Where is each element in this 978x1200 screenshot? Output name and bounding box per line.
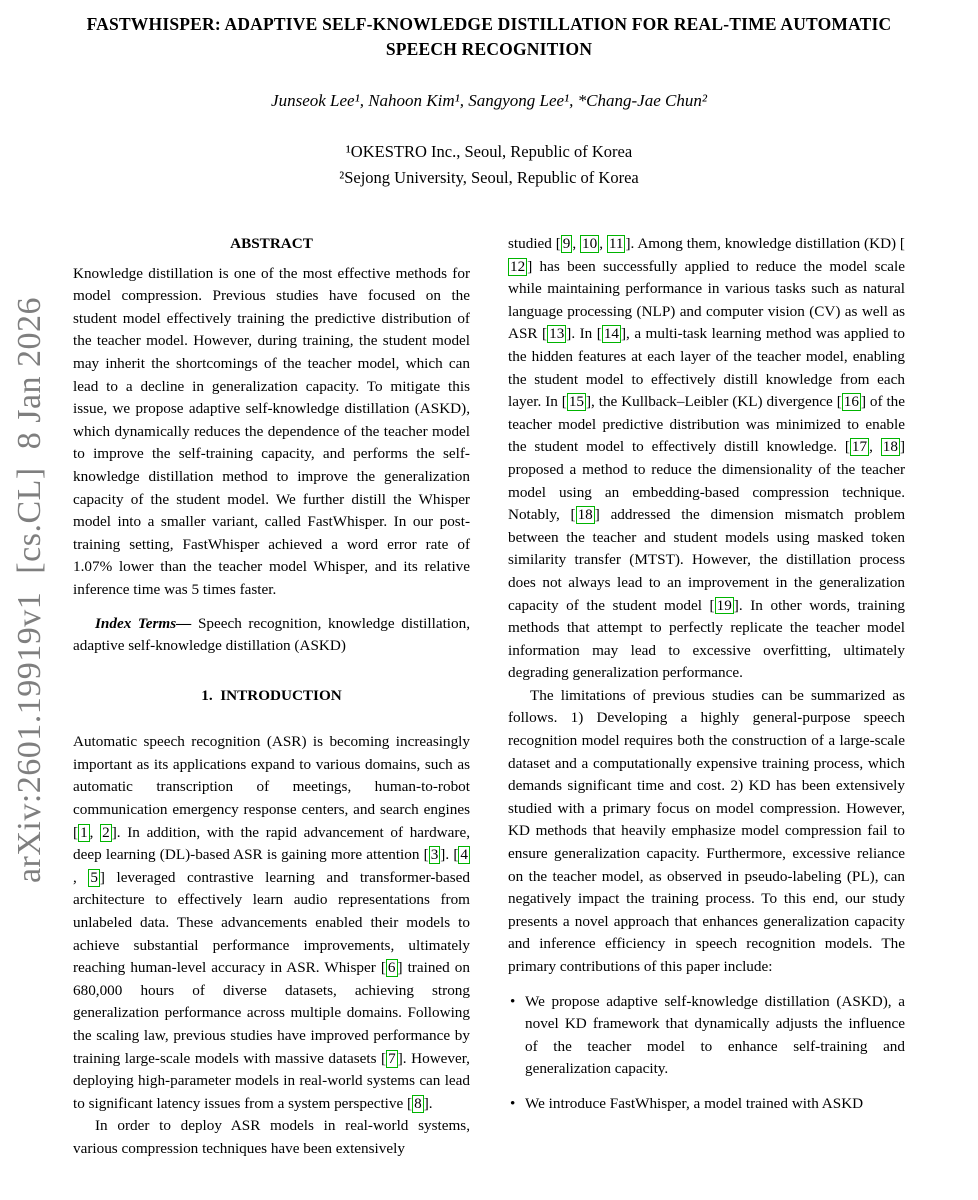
- intro-paragraph-2: In order to deploy ASR models in real-world systems, various compression techniques have been extensively: [73, 1117, 470, 1157]
- citation-link[interactable]: 13: [549, 325, 565, 343]
- two-column-body: [73, 233, 905, 1161]
- citation-link[interactable]: 7: [388, 1049, 396, 1067]
- intro-paragraph-4: The limitations of previous studies can be summarized as follows. 1) Developing a highly general-purpose speech recognition model requires both the construction of a large-scale dataset and a computationally expensive training process, which demands significant time and cost. 2) KD has been extensively studied with a primary focus on model compression. However, KD methods that heavily emphasize model compression fail to ensure generalization capacity. Furthermore, excessive reliance on the teacher model, as observed in pseudo-labeling (PL), can negatively impact the training process. To this end, our study presents a novel approach that enhances generalization capacity and inference efficiency in speech recognition models. The primary contributions of this paper include:: [508, 686, 905, 975]
- section-heading-introduction: 1. INTRODUCTION: [201, 686, 342, 704]
- abstract-heading: ABSTRACT: [230, 235, 313, 252]
- citation-link[interactable]: 11: [608, 235, 624, 252]
- affiliation-okestro: ¹OKESTRO Inc., Seoul, Republic of Korea: [345, 142, 633, 161]
- citation-link[interactable]: 2: [102, 823, 110, 841]
- intro-paragraph-1: Automatic speech recognition (ASR) is becoming increasingly important as its applications expand to various domains, such as automatic transcription of meetings, human-to-robot communication emergency response centers, and search engines [ 1 , 2 ]. In addition, with the rapid advancement of hardware, deep learning (DL)-based ASR is gaining more attention [ 3 ]. [ 4, 5 ] leveraged contrastive learning and transformer-based architecture to effectively learn audio representations from unlabeled data. These advancements enabled their models to achieve substantial performance improvements, ultimately reaching human-level accuracy in ASR. Whisper [ 6 ] trained on 680,000 hours of diverse datasets, achieving strong generalization performance across multiple domains. Following the scaling law, previous studies have improved performance by training large-scale models with massive datasets [ 7 ]. However, deploying high-parameter models in real-world systems can lead to significant latency issues from a system perspective [ 8 ].: [73, 733, 471, 1112]
- citation-link[interactable]: 12: [510, 257, 526, 275]
- citation-link[interactable]: 19: [716, 596, 732, 614]
- intro-paragraph-3: studied [ 9 , 10 , 11 ]. Among them, knowledge distillation (KD) [12 ] has been successfully applied to reduce the model scale while maintaining performance in various tasks such as natural language processing (NLP) and computer vision (CV) as well as ASR [ 13 ]. In [ 14 ], a multi-task learning method was applied to the hidden features at each layer of the teacher model, enabling the student model to effectively distill knowledge from each layer. In [ 15 ], the Kullback–Leibler (KL) divergence [ 16 ] of the teacher model predictive distribution was minimized to enable the student model to effectively distill knowledge. [ 17 , 18 ] proposed a method to reduce the dimensionality of the teacher model using an embedding-based compression technique. Notably, [ 18 ] addressed the dimension mismatch problem between the teacher and student models using masked token similarity transfer (MTST). However, the distillation process does not always lead to an improvement in the generalization capacity of the student model [ 19 ]. In other words, training methods that attempt to perfectly replicate the teacher model information may lead to excessive overfitting, ultimately degrading generalization performance.: [508, 235, 906, 682]
- citation-link[interactable]: 17: [851, 438, 868, 456]
- index-terms-label: Index Terms—: [95, 614, 192, 632]
- citation-link[interactable]: 3: [430, 846, 439, 864]
- affiliation-sejong: ²Sejong University, Seoul, Republic of Korea: [339, 168, 639, 187]
- citation-link[interactable]: 8: [414, 1094, 422, 1112]
- index-terms-line: [73, 613, 470, 658]
- paper-title: FASTWHISPER: ADAPTIVE SELF-KNOWLEDGE DISTILLATION FOR REAL-TIME AUTOMATIC SPEECH RECOGNITION: [86, 14, 892, 59]
- citation-link[interactable]: 18: [882, 438, 898, 456]
- citation-link[interactable]: 6: [387, 959, 396, 977]
- citation-link[interactable]: 14: [603, 325, 619, 343]
- citation-link[interactable]: 1: [80, 823, 88, 841]
- citation-link[interactable]: 4: [460, 846, 468, 864]
- citation-link[interactable]: 16: [843, 393, 859, 411]
- contribution-item-askd: • We propose adaptive self-knowledge distillation (ASKD), a novel KD framework that dynamically adjusts the influence of the teacher model to enhance self-training and generalization capacity.: [508, 991, 905, 1081]
- contribution-item-fastwhisper: • We introduce FastWhisper, a model trained with ASKD: [508, 1093, 905, 1116]
- left-column: [73, 233, 470, 1161]
- authors-line: Junseok Lee¹, Nahoon Kim¹, Sangyong Lee¹, *Chang-Jae Chun²: [271, 91, 707, 110]
- abstract-text: Knowledge distillation is one of the most effective methods for model compression. Previous studies have focused on the student model effectively training the predictive distribution of the teacher model. However, during training, the student model may inherit the shortcomings of the teacher model, which can lead to a decline in generalization capacity. To mitigate this issue, we propose adaptive self-knowledge distillation (ASKD), which dynamically reduces the dependence of the teacher model to improve the self-training capacity, and performs the self-knowledge distillation method to improve the generalization capacity of the student model. We further distill the Whisper model into a smaller variant, called FastWhisper. In our post-training setting, FastWhisper achieved a word error rate of 1.07% lower than the teacher model Whisper, and its relative inference time was 5 times faster.: [73, 264, 470, 598]
- citation-link[interactable]: 15: [568, 393, 584, 411]
- citation-link[interactable]: 18: [577, 506, 593, 524]
- arxiv-watermark: arXiv:2601.19919v1 [cs.CL] 8 Jan 2026: [11, 296, 48, 884]
- contribution-list: [508, 991, 905, 1116]
- affiliations: [73, 139, 905, 191]
- right-column: [508, 233, 905, 1128]
- citation-link[interactable]: 5: [90, 868, 98, 886]
- citation-link[interactable]: 9: [562, 235, 571, 252]
- citation-link[interactable]: 10: [582, 235, 598, 252]
- index-terms-text: Speech recognition, knowledge distillation, adaptive self-knowledge distillation (ASKD): [73, 614, 470, 655]
